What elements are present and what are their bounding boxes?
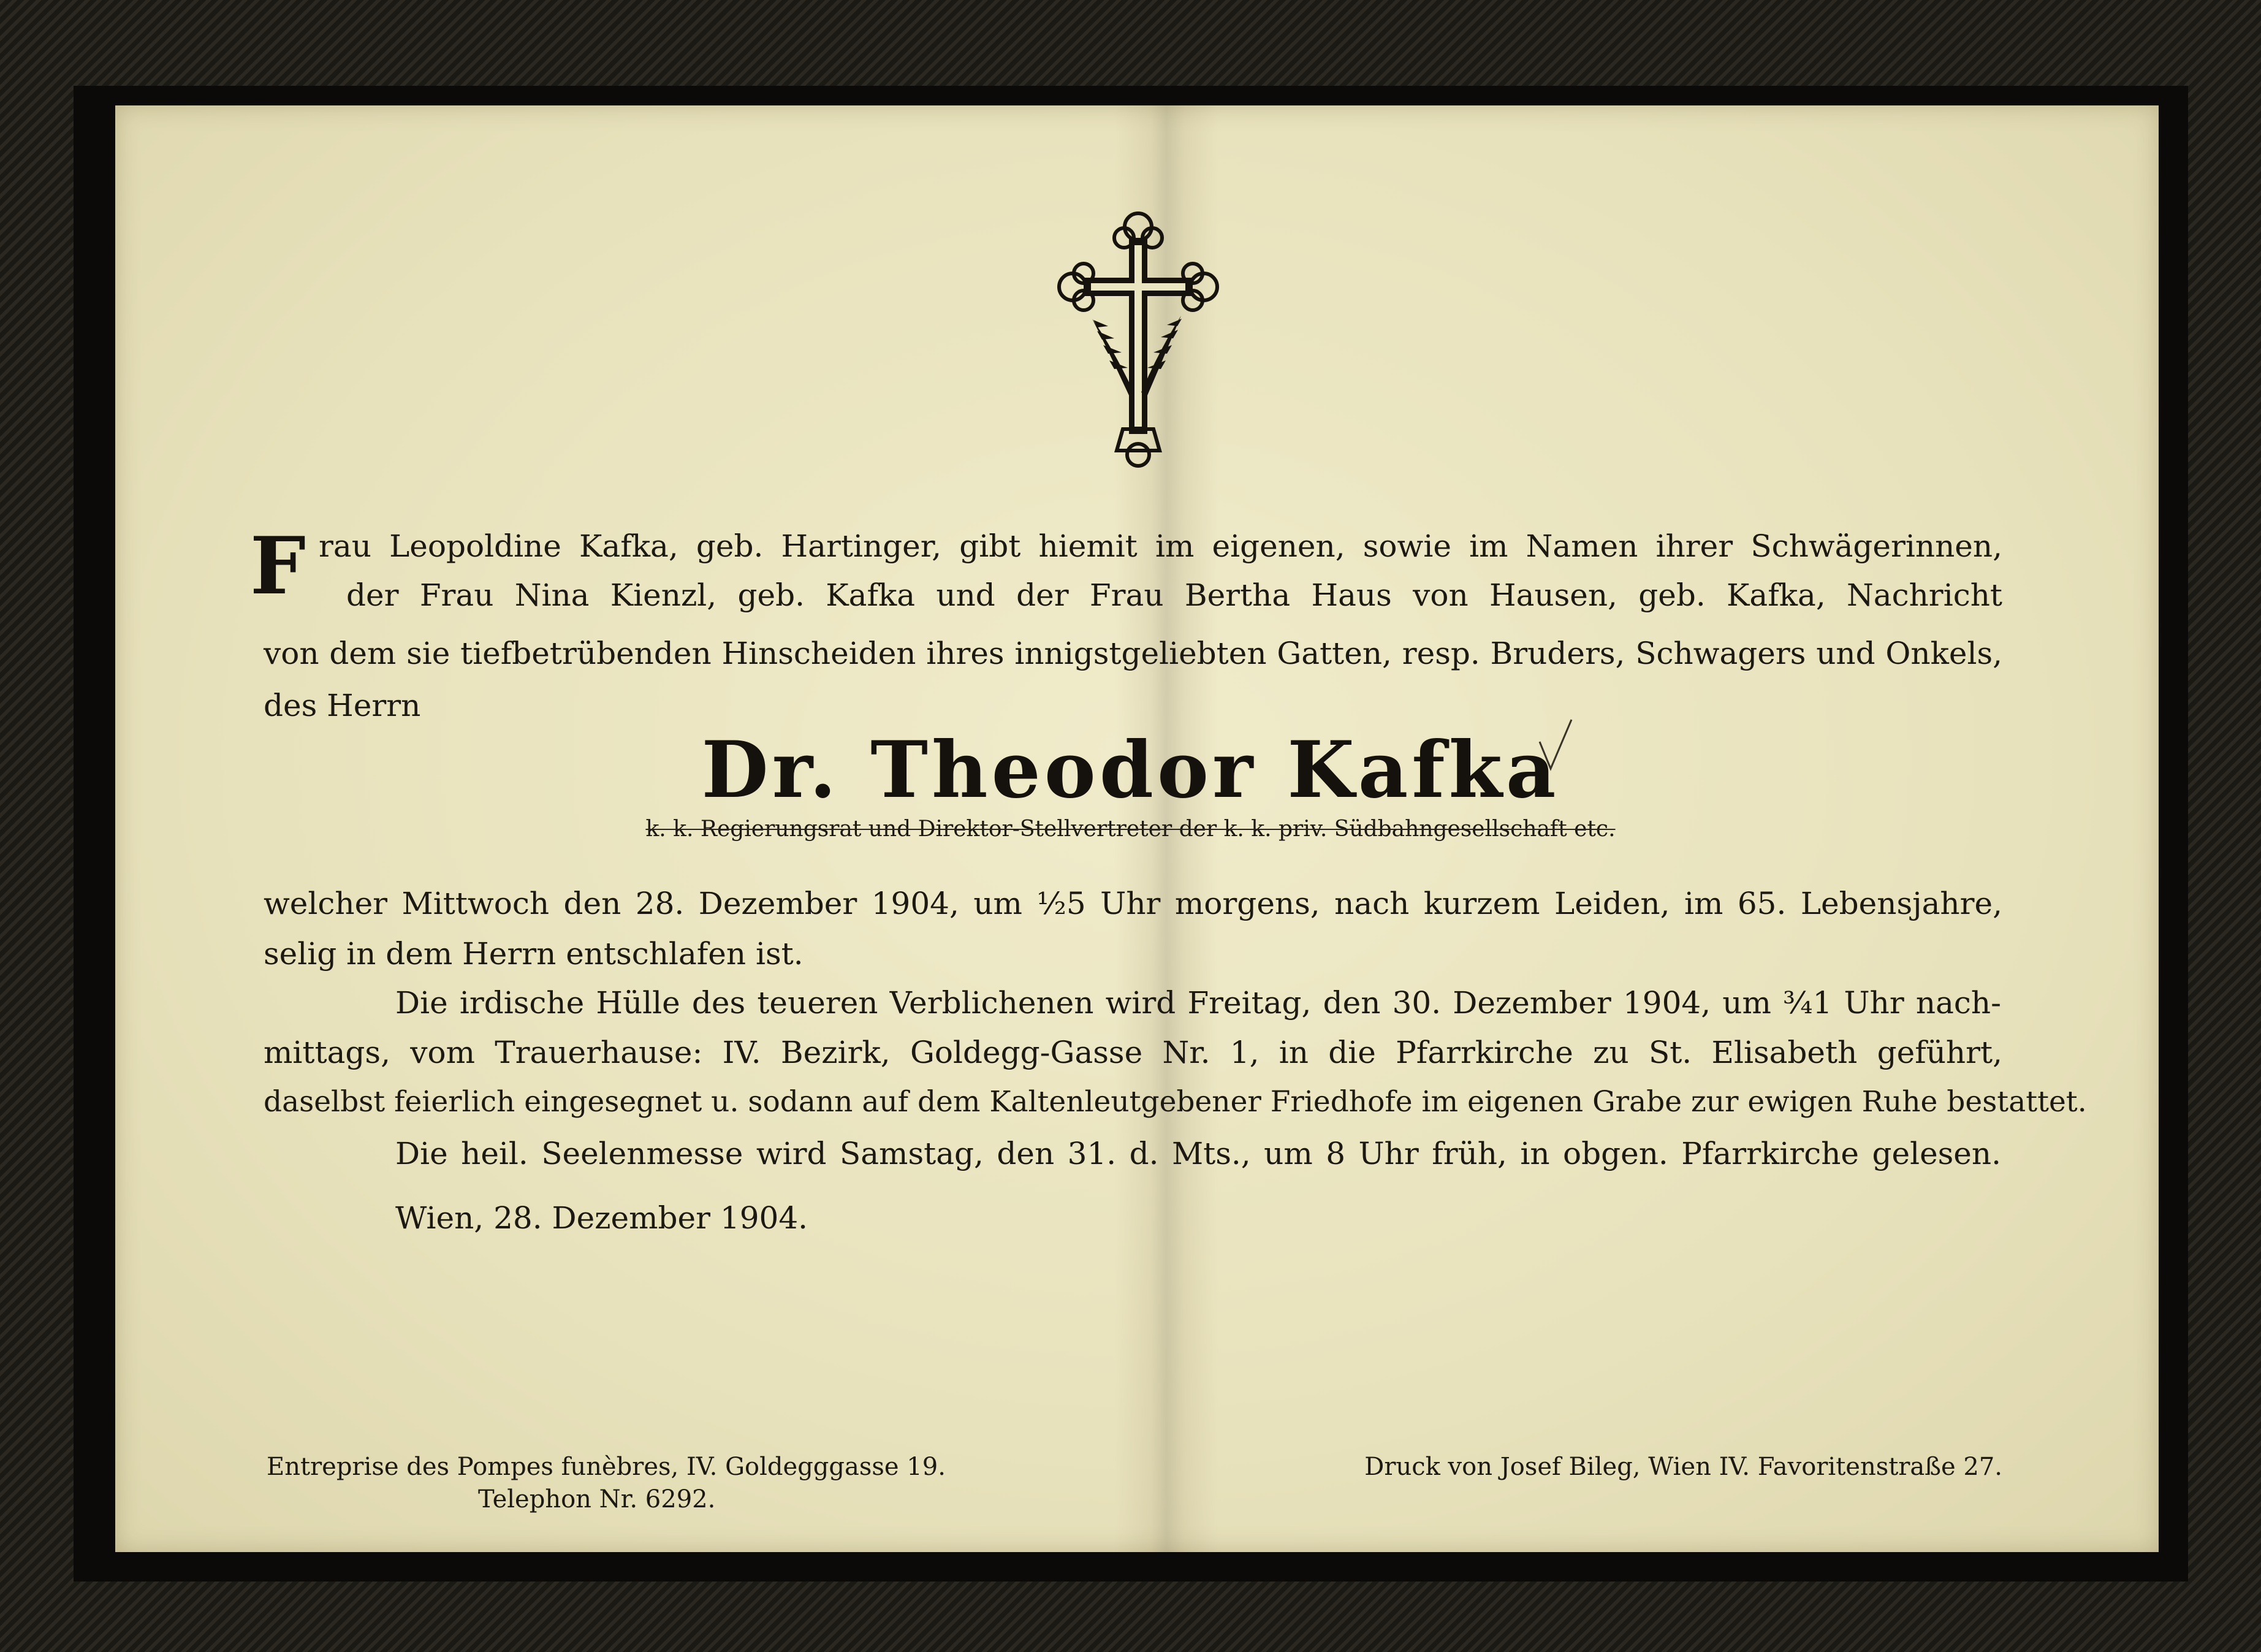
notice-line-1: rau Leopoldine Kafka, geb. Hartinger, gibt hiemit im eigenen, sowie im Namen ihrer Schwägerinnen,: [319, 528, 2002, 564]
checkmark-icon: [1537, 717, 1574, 772]
paragraph-1-line-1: welcher Mittwoch den 28. Dezember 1904, um ½5 Uhr morgens, nach kurzem Leiden, im 65. Lebensjahre,: [264, 886, 2002, 921]
paragraph-2-line-2: mittags, vom Trauerhause: IV. Bezirk, Goldegg-Gasse Nr. 1, in die Pfarrkirche zu St. Elisabeth geführt,: [264, 1035, 2002, 1070]
notice-line-2: der Frau Nina Kienzl, geb. Kafka und der Frau Bertha Haus von Hausen, geb. Kafka, Nachricht: [346, 577, 2002, 613]
drop-cap: F: [250, 520, 306, 612]
paragraph-2-line-1: Die irdische Hülle des teueren Verblichenen wird Freitag, den 30. Dezember 1904, um ¾1 Uhr nach-: [395, 985, 2001, 1021]
deceased-title-text: k. k. Regierungsrat und Direktor-Stellvertreter der k. k. priv. Südbahngesellschaft etc.: [645, 816, 1616, 842]
cross-icon: [1055, 208, 1221, 471]
paragraph-3: Die heil. Seelenmesse wird Samstag, den 31. d. Mts., um 8 Uhr früh, in obgen. Pfarrkirche gelesen.: [395, 1136, 2001, 1171]
notice-line-3: von dem sie tiefbetrübenden Hinscheiden ihres innigstgeliebten Gatten, resp. Bruders, Schwagers und Onkels,: [264, 636, 2002, 671]
place-and-date: Wien, 28. Dezember 1904.: [395, 1200, 808, 1236]
deceased-title: [0, 816, 2261, 842]
footer-telephone: Telephon Nr. 6292.: [478, 1485, 716, 1513]
paragraph-2-line-3: daselbst feierlich eingesegnet u. sodann auf dem Kaltenleutgebener Friedhofe im eigenen Grabe zur ewigen Ruhe bestattet.: [264, 1085, 2087, 1119]
paragraph-1-line-2: selig in dem Herrn entschlafen ist.: [264, 936, 804, 972]
footer-printer: Druck von Josef Bileg, Wien IV. Favoritenstraße 27.: [1364, 1453, 2002, 1481]
notice-line-4: des Herrn: [264, 688, 421, 723]
deceased-name: Dr. Theodor Kafka: [701, 725, 1560, 815]
footer-undertaker: Entreprise des Pompes funèbres, IV. Goldegggasse 19.: [267, 1453, 946, 1481]
